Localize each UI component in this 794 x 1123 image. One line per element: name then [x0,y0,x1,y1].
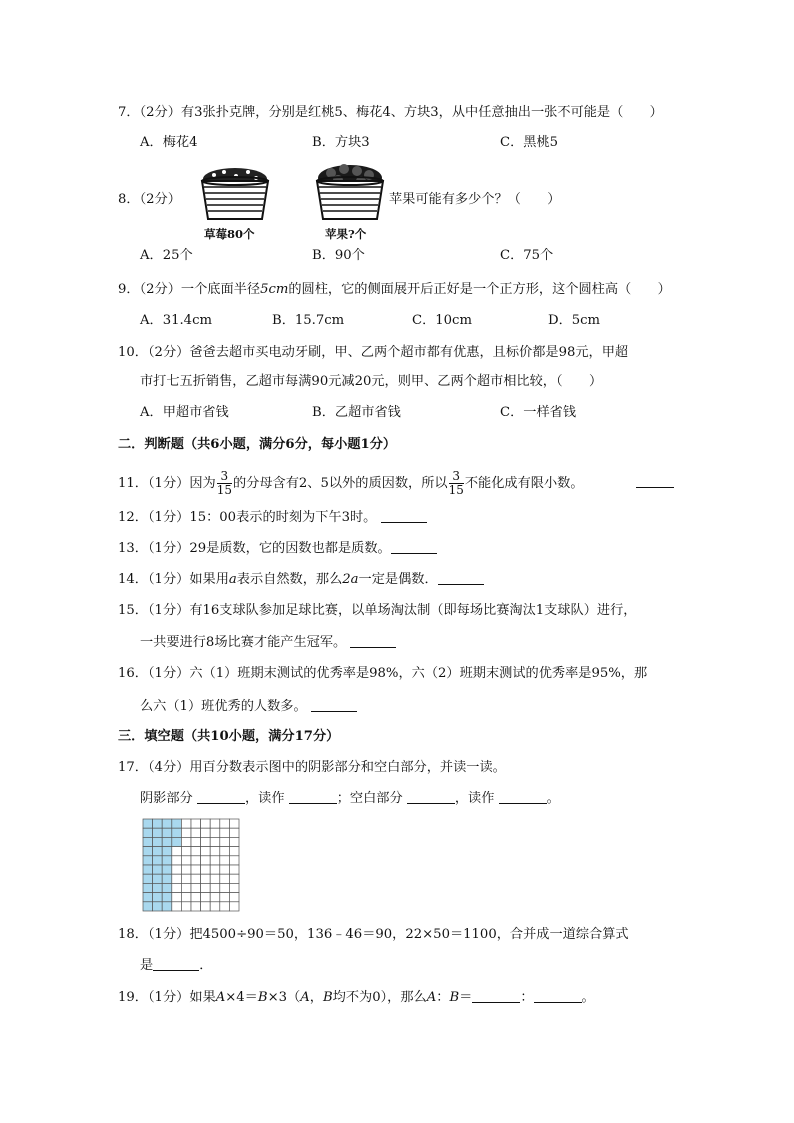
q11-answer-blank[interactable] [636,473,674,488]
grid-cell-shaded [153,856,163,865]
q19-part-a: 19．（1分）如果 [118,990,216,1005]
q14-part1: 14．（1分）如果用 [118,572,229,587]
grid-cell-white [181,828,191,837]
q14-var: a [228,572,237,587]
q15-answer-blank[interactable] [350,633,396,648]
q13-text: 13．（1分）29是质数，它的因数也都是质数。 [118,541,391,556]
q10-option-a: A．甲超市省钱 [140,405,229,420]
q9-option-c: C．10cm [412,313,472,328]
grid-cell-white [191,883,201,892]
grid-cell-shaded [143,865,153,874]
grid-cell-white [172,874,182,883]
q12-text: 12．（1分）15：00表示的时刻为下午3时。 [118,510,377,525]
q15-stem-line2 [140,633,396,653]
grid-cell-white [201,883,211,892]
grid-cell-white [181,837,191,846]
q14-part3: 一定是偶数． [358,572,438,587]
q19-answer-blank-1[interactable] [472,988,520,1003]
q17-stem: 17．（4分）用百分数表示图中的阴影部分和空白部分，并读一读。 [118,760,506,775]
grid-cell-white [201,856,211,865]
q12-stem [118,508,427,528]
q19-var-a2: A [300,990,310,1005]
grid-cell-white [201,828,211,837]
grid-cell-white [220,828,230,837]
grid-cell-white [201,902,211,911]
grid-cell-shaded [172,837,182,846]
grid-cell-white [191,828,201,837]
q19-var-a: A [215,990,226,1005]
q9-option-a: A．31.4cm [140,313,212,328]
grid-cell-shaded [153,893,163,902]
grid-cell-white [201,893,211,902]
q13-answer-blank[interactable] [391,539,437,554]
grid-cell-shaded [153,819,163,828]
grid-cell-white [181,902,191,911]
q17-blank-shadow-percent[interactable] [197,789,245,804]
q19-part-g: ＝ [459,990,473,1005]
q14-answer-blank[interactable] [438,570,484,585]
q15-stem-line1: 15．（1分）有16支球队参加足球比赛，以单场淘汰制（即每场比赛淘汰1支球队）进行， [118,603,637,618]
grid-cell-shaded [162,902,172,911]
grid-cell-white [220,847,230,856]
grid-cell-white [229,856,239,865]
q18-line2-b: ． [199,958,213,973]
section3-heading: 三．填空题（共10小题，满分17分） [118,729,340,744]
grid-cell-shaded [143,819,153,828]
grid-cell-shaded [143,893,153,902]
q9-option-b: B．15.7cm [272,313,345,328]
grid-cell-white [229,893,239,902]
grid-cell-white [229,837,239,846]
q11-fraction-2 [449,470,464,497]
q19-part-f: ： [436,990,450,1005]
q19-var-b: B [257,990,268,1005]
grid-cell-white [220,865,230,874]
q17-shadow-label: 阴影部分 [140,791,193,806]
q11-stem [118,470,584,497]
grid-cell-shaded [153,902,163,911]
q7-option-c: C．黑桃5 [500,135,559,150]
grid-cell-white [172,856,182,865]
grid-cell-white [210,893,220,902]
grid-cell-shaded [143,902,153,911]
grid-cell-shaded [162,819,172,828]
grid-cell-white [172,865,182,874]
grid-cell-shaded [143,847,153,856]
grid-cell-shaded [172,819,182,828]
grid-cell-shaded [153,865,163,874]
strawberry-basket-label: 草莓80个 [204,227,255,241]
q9-stem-part2: 的圆柱，它的侧面展开后正好是一个正方形，这个圆柱高（ ） [288,282,671,297]
q9-stem [118,280,671,300]
grid-cell-shaded [143,837,153,846]
grid-cell-white [210,819,220,828]
q17-blank-white-read[interactable] [499,789,547,804]
grid-cell-white [201,837,211,846]
grid-cell-white [229,874,239,883]
q7-option-b: B．方块3 [312,135,370,150]
grid-cell-white [229,883,239,892]
hundred-grid [142,818,240,912]
grid-cell-white [172,883,182,892]
section2-heading: 二．判断题（共6小题，满分6分，每小题1分） [118,437,397,452]
grid-cell-shaded [162,893,172,902]
q8-option-c: C．75个 [500,248,554,263]
q7-option-a: A．梅花4 [140,135,198,150]
q16-stem-line1: 16．（1分）六（1）班期末测试的优秀率是98%，六（2）班期末测试的优秀率是95%，那 [118,666,648,681]
q16-line2-text: 么六（1）班优秀的人数多。 [140,699,307,714]
grid-cell-white [181,883,191,892]
grid-cell-shaded [162,847,172,856]
grid-cell-white [210,837,220,846]
grid-cell-shaded [153,883,163,892]
q17-end: 。 [546,791,560,806]
q8-option-b: B．90个 [312,248,365,263]
grid-cell-white [220,902,230,911]
grid-cell-white [191,837,201,846]
grid-cell-shaded [153,874,163,883]
grid-cell-shaded [143,874,153,883]
grid-cell-white [191,856,201,865]
q17-blank-label: ；空白部分 [336,791,403,806]
q11-part2: 的分母含有2、5以外的质因数，所以 [232,476,448,491]
grid-cell-white [229,847,239,856]
grid-cell-shaded [153,837,163,846]
grid-cell-white [220,856,230,865]
grid-cell-shaded [162,883,172,892]
grid-cell-white [210,874,220,883]
grid-cell-white [172,847,182,856]
grid-cell-white [201,819,211,828]
q17-blank-shadow-read[interactable] [289,789,337,804]
q19-var-b2: B [322,990,333,1005]
q19-stem [118,988,595,1008]
q19-part-b: ×4＝ [225,990,258,1005]
grid-cell-white [191,819,201,828]
grid-cell-white [201,874,211,883]
grid-cell-shaded [153,828,163,837]
grid-cell-white [201,865,211,874]
grid-cell-white [191,874,201,883]
q18-line2-a: 是 [140,958,154,973]
grid-cell-white [201,847,211,856]
grid-cell-white [191,847,201,856]
grid-cell-white [229,828,239,837]
grid-cell-white [191,902,201,911]
apple-basket-label: 苹果?个 [325,227,367,241]
q17-read2-label: ，读作 [454,791,495,806]
grid-cell-white [172,893,182,902]
q19-var-a3: A [426,990,437,1005]
grid-cell-white [181,819,191,828]
q17-fill-line [140,789,560,809]
q19-part-d: ， [309,990,323,1005]
grid-cell-white [210,847,220,856]
grid-cell-shaded [162,828,172,837]
grid-cell-white [210,856,220,865]
grid-cell-white [181,893,191,902]
grid-cell-white [220,883,230,892]
q11-fraction-1-den: 15 [216,483,232,497]
q13-stem [118,539,437,559]
q19-answer-blank-2[interactable] [534,988,582,1003]
q11-fraction-2-den: 15 [448,483,464,497]
grid-cell-shaded [162,837,172,846]
grid-cell-shaded [143,828,153,837]
q15-line2-text: 一共要进行8场比赛才能产生冠军。 [140,635,347,650]
grid-cell-white [172,902,182,911]
grid-cell-shaded [143,883,153,892]
grid-cell-shaded [153,847,163,856]
q19-part-c: ×3（ [267,990,301,1005]
grid-cell-shaded [162,874,172,883]
q8-option-a: A．25个 [140,248,193,263]
grid-cell-white [220,874,230,883]
q18-stem-line2 [140,956,212,976]
q14-part2: 表示自然数，那么 [236,572,343,587]
grid-cell-white [191,893,201,902]
grid-cell-shaded [172,828,182,837]
q18-answer-blank[interactable] [153,956,199,971]
q7-stem: 7．（2分）有3张扑克牌，分别是红桃5、梅花4、方块3，从中任意抽出一张不可能是（ ） [118,105,663,120]
grid-cell-white [220,819,230,828]
q8-stem: 苹果可能有多少个？（ ） [389,192,561,207]
grid-cell-white [229,865,239,874]
grid-cell-shaded [162,856,172,865]
grid-cell-shaded [143,856,153,865]
q14-stem [118,570,484,590]
q19-var-b3: B [449,990,460,1005]
grid-cell-white [181,847,191,856]
q9-stem-part1: 9．（2分）一个底面半径 [118,282,261,297]
q12-answer-blank[interactable] [381,508,427,523]
q9-option-d: D．5cm [548,313,601,328]
q11-part3: 不能化成有限小数。 [464,476,584,491]
grid-cell-white [181,865,191,874]
q19-end: 。 [581,990,595,1005]
grid-cell-white [210,883,220,892]
q19-part-e: 均不为0），那么 [332,990,427,1005]
q11-part1: 11．（1分）因为 [118,476,216,491]
q11-fraction-1-num: 3 [217,470,232,484]
q11-fraction-1 [217,470,232,497]
q16-answer-blank[interactable] [311,697,357,712]
grid-cell-white [210,865,220,874]
q19-part-h: ： [520,990,534,1005]
q10-stem-line1: 10．（2分）爸爸去超市买电动牙刷，甲、乙两个超市都有优惠，且标价都是98元，甲超 [118,345,629,360]
grid-cell-white [191,865,201,874]
q18-stem-line1: 18．（1分）把4500÷90＝50，136﹣46＝90，22×50＝1100，合并成一道综合算式 [118,927,629,942]
grid-cell-white [220,837,230,846]
grid-cell-white [181,874,191,883]
q10-stem-line2: 市打七五折销售，乙超市每满90元减20元，则甲、乙两个超市相比较，（ ） [140,374,603,389]
grid-cell-white [229,819,239,828]
q8-number: 8．（2分） [118,192,181,207]
q11-fraction-2-num: 3 [449,470,464,484]
grid-cell-white [210,828,220,837]
q17-blank-white-percent[interactable] [407,789,455,804]
q14-expr: 2a [342,572,359,587]
grid-cell-shaded [162,865,172,874]
grid-cell-white [181,856,191,865]
grid-cell-white [210,902,220,911]
grid-cell-white [220,893,230,902]
q10-option-c: C．一样省钱 [500,405,577,420]
q9-radius: 5cm [260,282,289,297]
q16-stem-line2 [140,697,357,717]
q10-option-b: B．乙超市省钱 [312,405,401,420]
grid-cell-white [229,902,239,911]
q17-read-label: ，读作 [244,791,285,806]
